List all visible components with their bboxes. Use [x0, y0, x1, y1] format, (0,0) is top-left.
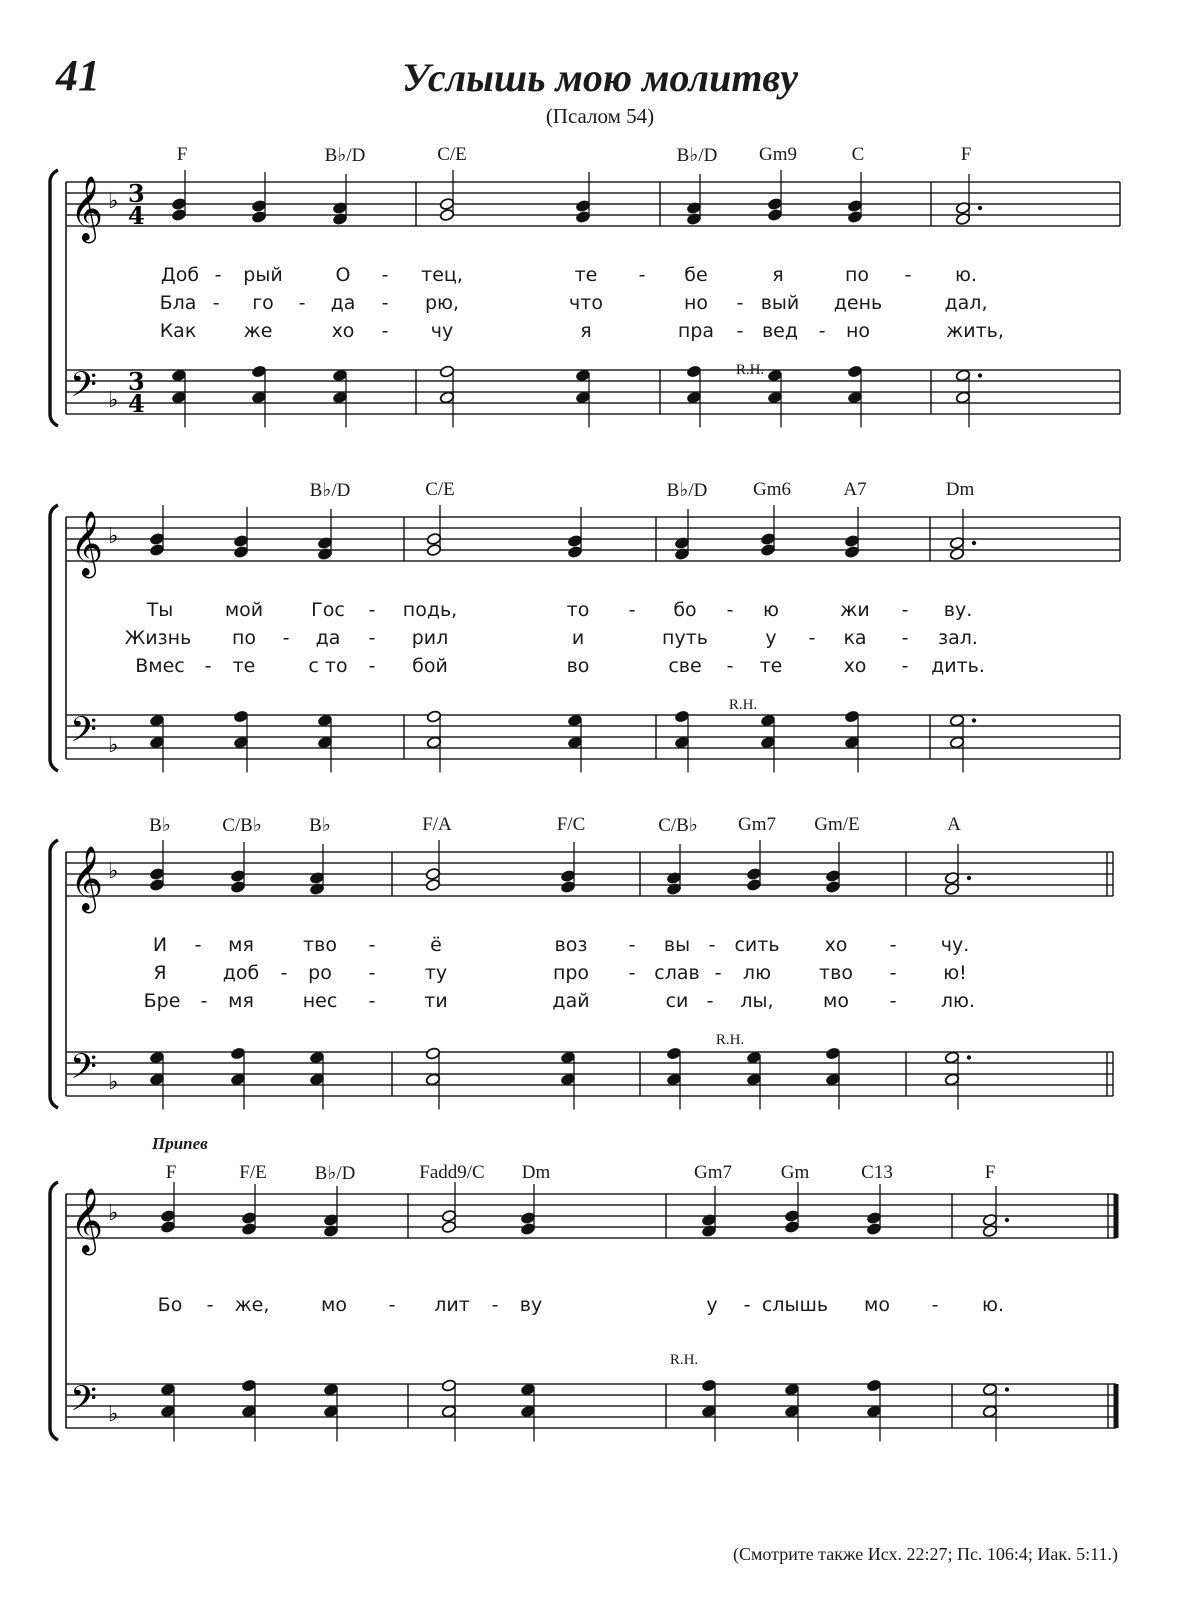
lyric-syllable: -	[368, 655, 376, 677]
lyric-syllable: тво	[303, 934, 337, 956]
lyric-syllable: и	[571, 627, 585, 649]
lyric-syllable: путь	[662, 627, 708, 649]
chord-symbol: C/E	[437, 144, 467, 165]
lyric-syllable: бо	[673, 599, 697, 621]
lyric-syllable: Жизнь	[124, 627, 192, 649]
lyric-syllable: -	[706, 990, 714, 1012]
lyric-syllable: рил	[411, 627, 449, 649]
lyric-syllable: бе	[684, 264, 708, 286]
chord-symbol: C13	[861, 1162, 893, 1183]
lyric-syllable: лы,	[740, 990, 774, 1012]
lyric-syllable: мо	[321, 1294, 347, 1316]
chord-symbol: F	[176, 144, 188, 165]
lyric-syllable: Бре	[143, 990, 181, 1012]
lyric-syllable: -	[388, 1294, 396, 1316]
lyric-syllable: Доб	[160, 264, 200, 286]
right-hand-marking: R.H.	[735, 362, 765, 378]
lyric-syllable: рый	[243, 264, 283, 286]
lyric-syllable: по	[231, 627, 257, 649]
lyric-syllable: -	[368, 627, 376, 649]
staff-graphics	[0, 810, 1200, 1130]
lyric-syllable: ро	[308, 962, 332, 984]
lyric-syllable: -	[381, 264, 389, 286]
dotted-note-dot	[967, 1055, 971, 1059]
lyric-syllable: -	[200, 990, 208, 1012]
lyric-syllable: -	[726, 599, 734, 621]
chord-symbol: C	[851, 144, 865, 165]
lyric-syllable: лю	[742, 962, 772, 984]
lyric-syllable: -	[628, 599, 636, 621]
time-signature-bass: 4	[128, 389, 145, 418]
lyric-syllable: слав	[654, 962, 700, 984]
lyric-syllable: то	[566, 599, 590, 621]
treble-clef-icon: 𝄞	[70, 176, 104, 241]
lyric-syllable: да	[315, 627, 341, 649]
bass-clef-icon: 𝄢	[70, 1378, 98, 1427]
chord-symbol: Dm	[521, 1162, 551, 1183]
right-hand-marking: R.H.	[715, 1032, 745, 1048]
chord-symbol: Gm/E	[814, 814, 860, 835]
lyric-syllable: -	[889, 962, 897, 984]
lyric-syllable: хо	[824, 934, 848, 956]
lyric-syllable: Как	[159, 320, 197, 342]
lyric-syllable: же,	[234, 1294, 270, 1316]
chord-symbol: C/B♭	[658, 815, 698, 836]
dotted-note-dot	[972, 541, 976, 545]
lyric-syllable: я	[772, 264, 784, 286]
lyric-syllable: -	[206, 1294, 214, 1316]
lyric-syllable: -	[901, 599, 909, 621]
lyric-syllable: ка	[843, 627, 867, 649]
lyric-syllable: лит	[434, 1294, 470, 1316]
lyric-syllable: мой	[224, 599, 264, 621]
lyric-syllable: дал,	[944, 292, 988, 314]
chord-symbol: B♭	[309, 815, 331, 836]
lyric-syllable: те	[232, 655, 256, 677]
chord-symbol: Fadd9/C	[419, 1162, 485, 1183]
lyric-syllable: -	[298, 292, 306, 314]
treble-clef-icon: 𝄞	[70, 511, 104, 576]
lyric-syllable: хо	[331, 320, 355, 342]
right-hand-marking: R.H.	[728, 697, 758, 713]
lyric-syllable: те	[759, 655, 783, 677]
flat-key-signature-icon: ♭	[108, 1402, 119, 1427]
lyric-syllable: -	[714, 962, 722, 984]
lyric-syllable: чу.	[940, 934, 970, 956]
music-system-2	[0, 475, 1200, 785]
dotted-note-dot	[967, 876, 971, 880]
lyric-syllable: с то	[308, 655, 348, 677]
lyric-syllable: сить	[734, 934, 780, 956]
lyric-syllable: -	[368, 990, 376, 1012]
lyric-syllable: пра	[677, 320, 715, 342]
chord-symbol: Dm	[945, 479, 975, 500]
music-system-1	[0, 140, 1200, 450]
lyric-syllable: про	[552, 962, 590, 984]
lyric-syllable: -	[491, 1294, 499, 1316]
chord-symbol: B♭/D	[676, 145, 718, 166]
lyric-syllable: -	[931, 1294, 939, 1316]
lyric-syllable: вед	[761, 320, 799, 342]
lyric-syllable: -	[808, 627, 816, 649]
chord-symbol: Gm7	[738, 814, 776, 835]
chord-symbol: F	[165, 1162, 177, 1183]
lyric-syllable: ту	[424, 962, 448, 984]
lyric-syllable: -	[368, 934, 376, 956]
system-brace	[50, 170, 58, 426]
lyric-syllable: у	[765, 627, 777, 649]
music-system-chorus	[0, 1130, 1200, 1450]
lyric-syllable: мо	[864, 1294, 890, 1316]
lyric-syllable: Ты	[146, 599, 174, 621]
lyric-syllable: -	[280, 962, 288, 984]
lyric-syllable: день	[833, 292, 883, 314]
lyric-syllable: све	[668, 655, 702, 677]
lyric-syllable: хо	[843, 655, 867, 677]
treble-clef-icon: 𝄞	[70, 846, 104, 911]
lyric-syllable: Бла	[159, 292, 197, 314]
lyric-syllable: но	[683, 292, 709, 314]
treble-clef-icon: 𝄞	[70, 1188, 104, 1253]
lyric-syllable: зал.	[938, 627, 978, 649]
lyric-syllable: дить.	[931, 655, 985, 677]
lyric-syllable: нес	[302, 990, 338, 1012]
chord-symbol: Gm6	[753, 479, 791, 500]
lyric-syllable: -	[214, 264, 222, 286]
chord-symbol: B♭	[149, 815, 171, 836]
lyric-syllable: вый	[760, 292, 800, 314]
lyric-syllable: но	[845, 320, 871, 342]
chord-symbol: F/E	[239, 1162, 267, 1183]
lyric-syllable: И	[152, 934, 168, 956]
bass-clef-icon: 𝄢	[70, 709, 98, 758]
lyric-syllable: Гос	[311, 599, 345, 621]
lyric-syllable: -	[901, 627, 909, 649]
lyric-syllable: дай	[552, 990, 590, 1012]
lyric-syllable: слышь	[761, 1294, 829, 1316]
lyric-syllable: -	[282, 627, 290, 649]
flat-key-signature-icon: ♭	[108, 189, 119, 214]
lyric-syllable: по	[844, 264, 870, 286]
hymn-title: Услышь мою молитву	[401, 55, 799, 100]
lyric-syllable: тец,	[421, 264, 463, 286]
lyric-syllable: ти	[424, 990, 448, 1012]
dotted-note-dot	[978, 206, 982, 210]
staff-graphics	[0, 1130, 1200, 1450]
flat-key-signature-icon: ♭	[108, 859, 119, 884]
lyric-syllable: те	[574, 264, 598, 286]
lyric-syllable: -	[901, 655, 909, 677]
lyric-syllable: О	[335, 264, 351, 286]
lyric-syllable: Бо	[157, 1294, 183, 1316]
lyric-syllable: -	[889, 990, 897, 1012]
lyric-syllable: мя	[228, 934, 254, 956]
lyric-syllable: -	[904, 264, 912, 286]
lyric-syllable: мя	[228, 990, 254, 1012]
system-brace	[50, 505, 58, 771]
lyric-syllable: -	[628, 934, 636, 956]
chord-symbol: F/A	[422, 814, 452, 835]
music-system-3	[0, 810, 1200, 1120]
dotted-note-dot	[1005, 1387, 1009, 1391]
chord-symbol: Gm7	[694, 1162, 732, 1183]
flat-key-signature-icon: ♭	[108, 733, 119, 758]
lyric-syllable: -	[381, 320, 389, 342]
lyric-syllable: -	[743, 1294, 751, 1316]
chord-symbol: A	[947, 814, 961, 835]
lyric-syllable: же	[243, 320, 273, 342]
lyric-syllable: тво	[819, 962, 853, 984]
flat-key-signature-icon: ♭	[108, 524, 119, 549]
chord-symbol: F	[984, 1162, 996, 1183]
bass-clef-icon: 𝄢	[70, 364, 98, 413]
chord-symbol: C/E	[425, 479, 455, 500]
lyric-syllable: рю,	[424, 292, 460, 314]
lyric-syllable: ю!	[943, 962, 967, 984]
hymn-subtitle: (Псалом 54)	[545, 104, 655, 128]
chord-symbol: B♭/D	[324, 145, 366, 166]
time-signature-treble: 4	[128, 201, 145, 230]
lyric-syllable: что	[569, 292, 603, 314]
lyric-syllable: жи	[840, 599, 870, 621]
lyric-syllable: -	[368, 962, 376, 984]
chord-symbol: C/B♭	[222, 815, 262, 836]
chord-symbol: F/C	[556, 814, 586, 835]
lyric-syllable: ю.	[981, 1294, 1005, 1316]
lyric-syllable: мо	[823, 990, 849, 1012]
right-hand-marking: R.H.	[669, 1352, 699, 1368]
lyric-syllable: ву	[519, 1294, 543, 1316]
lyric-syllable: чу	[430, 320, 454, 342]
dotted-note-dot	[978, 373, 982, 377]
chord-symbol: B♭/D	[314, 1163, 356, 1184]
lyric-syllable: лю.	[940, 990, 976, 1012]
chord-symbol: Gm9	[759, 144, 797, 165]
flat-key-signature-icon: ♭	[108, 388, 119, 413]
hymn-number: 41	[56, 51, 100, 100]
time-signature-treble: 3	[128, 179, 145, 208]
lyric-syllable: вы	[663, 934, 691, 956]
lyric-syllable: подь,	[402, 599, 458, 621]
lyric-syllable: си	[665, 990, 689, 1012]
lyric-syllable: да	[330, 292, 356, 314]
lyric-syllable: -	[736, 320, 744, 342]
lyric-syllable: -	[368, 599, 376, 621]
system-brace	[50, 1182, 58, 1440]
system-brace	[50, 840, 58, 1108]
lyric-syllable: доб	[222, 962, 260, 984]
lyric-syllable: -	[726, 655, 734, 677]
lyric-syllable: ё	[430, 934, 442, 956]
time-signature-bass: 3	[128, 367, 145, 396]
lyric-syllable: Я	[153, 962, 167, 984]
flat-key-signature-icon: ♭	[108, 1201, 119, 1226]
chord-symbol: F	[960, 144, 972, 165]
footnote: (Смотрите также Исх. 22:27; Пс. 106:4; Иак. 5:11.)	[732, 1544, 1118, 1564]
lyric-syllable: жить,	[946, 320, 1004, 342]
flat-key-signature-icon: ♭	[108, 1070, 119, 1095]
lyric-syllable: -	[628, 962, 636, 984]
chord-symbol: B♭/D	[309, 480, 351, 501]
dotted-note-dot	[972, 718, 976, 722]
lyric-syllable: -	[818, 320, 826, 342]
chord-symbol: Gm	[780, 1162, 810, 1183]
lyric-syllable: ю	[763, 599, 779, 621]
lyric-syllable: -	[889, 934, 897, 956]
lyric-syllable: -	[204, 655, 212, 677]
lyric-syllable: -	[381, 292, 389, 314]
lyric-syllable: -	[212, 292, 220, 314]
lyric-syllable: -	[638, 264, 646, 286]
lyric-syllable: я	[580, 320, 592, 342]
lyric-syllable: ю.	[954, 264, 978, 286]
lyric-syllable: воз	[554, 934, 588, 956]
lyric-syllable: бой	[412, 655, 448, 677]
lyric-syllable: у	[706, 1294, 718, 1316]
lyric-syllable: -	[708, 934, 716, 956]
lyric-syllable: ву.	[943, 599, 973, 621]
chord-symbol: B♭/D	[666, 480, 708, 501]
chord-symbol: A7	[843, 479, 867, 500]
lyric-syllable: -	[736, 292, 744, 314]
lyric-syllable: -	[194, 934, 202, 956]
lyric-syllable: го	[252, 292, 274, 314]
lyric-syllable: во	[566, 655, 590, 677]
lyric-syllable: Вмес	[135, 655, 185, 677]
section-label-chorus: Припев	[152, 1134, 208, 1153]
bass-clef-icon: 𝄢	[70, 1046, 98, 1095]
dotted-note-dot	[1005, 1218, 1009, 1222]
